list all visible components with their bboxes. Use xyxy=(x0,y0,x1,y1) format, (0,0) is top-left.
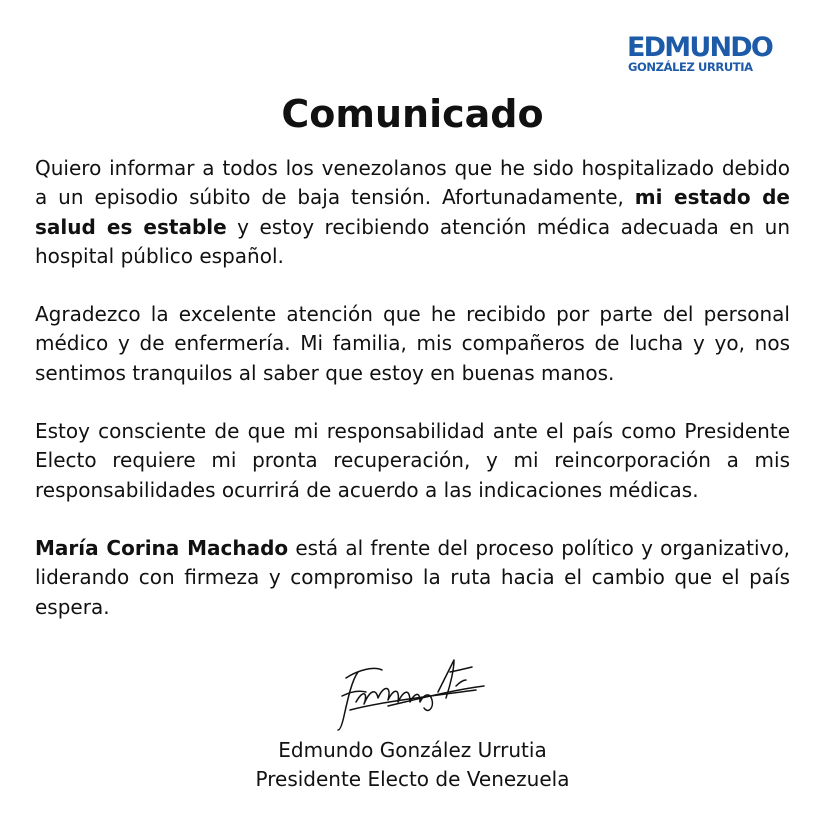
paragraph-responsibility: Estoy consciente de que mi responsabilidad ante el país como Presidente Electo requiere mi pronta recuperación, y mi reincorporación a mis responsabilidades ocurrirá de acuerdo a las indicaciones médicas. xyxy=(35,419,790,502)
logo-surname: GONZÁLEZ URRUTIA xyxy=(628,60,753,74)
signer-block xyxy=(0,736,825,794)
paragraph-4-end: está al frente del proceso político y organizativo, liderando con firmeza y compromiso la ruta hacia el cambio que el país espera. xyxy=(35,535,790,619)
paragraph-1-highlight: mi estado de salud es estable xyxy=(35,185,790,239)
paragraph-leadership xyxy=(35,534,790,622)
paragraph-1-end: y estoy recibiendo atención médica adecuada en un hospital público español. xyxy=(35,214,790,268)
paragraph-1-start: Quiero informar a todos los venezolanos que he sido hospitalizado debido a un episodio súbito de baja tensión. Afortunadamente, xyxy=(35,156,790,210)
document-body xyxy=(35,154,790,622)
page-title: Comunicado xyxy=(281,92,544,136)
logo-name: EDMUNDO xyxy=(627,32,773,63)
signer-role: Presidente Electo de Venezuela xyxy=(255,767,570,791)
signer-name: Edmundo González Urrutia xyxy=(278,738,547,762)
paragraph-gratitude: Agradezco la excelente atención que he recibido por parte del personal médico y de enfermería. Mi familia, mis compañeros de lucha y yo, nos sentimos tranquilos al saber que estoy en buenas manos. xyxy=(35,302,790,385)
paragraph-hospitalization xyxy=(35,154,790,271)
brand-logo xyxy=(627,34,777,74)
handwritten-signature xyxy=(330,650,490,735)
paragraph-4-highlight: María Corina Machado xyxy=(35,535,289,560)
